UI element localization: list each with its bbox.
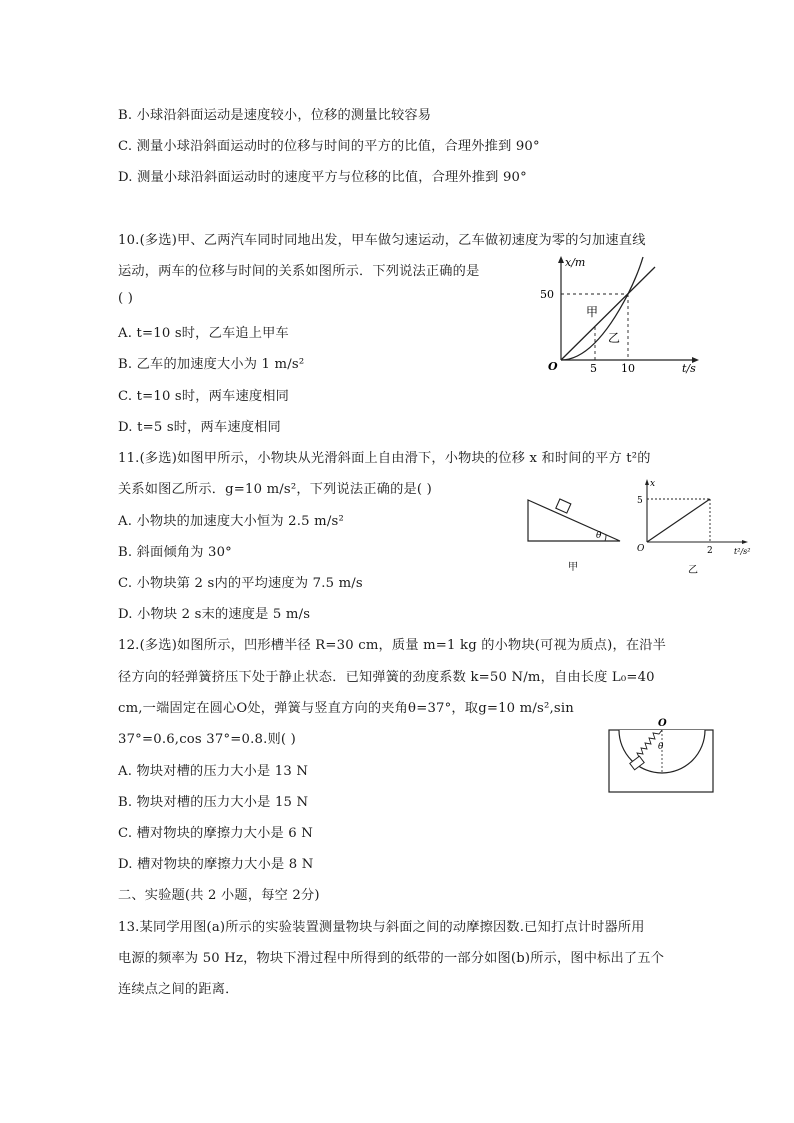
q13-stem-line2: 电源的频率为 50 Hz，物块下滑过程中所得到的纸带的一部分如图(b)所示，图中标出了五个 xyxy=(118,951,665,966)
q12-stem-line4: 37°=0.6,cos 37°=0.8.则( ) xyxy=(118,732,296,747)
yi-curve xyxy=(561,257,643,360)
q12-groove-figure xyxy=(607,715,717,795)
q11-x-t2-graph xyxy=(630,478,755,578)
q11-stem-line2: 关系如图乙所示．g=10 m/s²，下列说法正确的是( ) xyxy=(118,482,432,497)
theta-label: θ xyxy=(596,531,602,541)
caption-yi: 乙 xyxy=(688,565,698,576)
y-axis-label: x/m xyxy=(565,256,586,269)
q10-xt-graph xyxy=(530,252,710,377)
x-tick-2: 2 xyxy=(707,546,713,556)
q12-stem-line2: 径方向的轻弹簧挤压下处于静止状态．已知弹簧的劲度系数 k=50 N/m，自由长度 L₀=40 xyxy=(118,670,655,685)
caption-jia: 甲 xyxy=(568,562,578,573)
y-tick-5: 5 xyxy=(637,496,643,506)
q11-option-d: D. 小物块 2 s末的速度是 5 m/s xyxy=(118,607,311,622)
q10-option-a: A. t=10 s时，乙车追上甲车 xyxy=(118,326,289,341)
y-tick-50: 50 xyxy=(540,288,554,301)
q11-option-c: C. 小物块第 2 s内的平均速度为 7.5 m/s xyxy=(118,576,363,591)
q10-answer-blank: ( ) xyxy=(118,291,134,306)
x-axis-label: t/s xyxy=(682,362,696,375)
q10-option-b: B. 乙车的加速度大小为 1 m/s² xyxy=(118,357,305,372)
q12-stem-line3: cm,一端固定在圆心O处，弹簧与竖直方向的夹角θ=37°，取g=10 m/s²,sin xyxy=(118,701,574,716)
q10-stem-line1: 10.(多选)甲、乙两汽车同时同地出发，甲车做匀速运动，乙车做初速度为零的匀加速直线 xyxy=(118,233,646,248)
theta-label: θ xyxy=(658,742,664,752)
jia-line xyxy=(561,267,655,360)
x-axis-label: t²/s² xyxy=(734,547,751,556)
q11-option-b: B. 斜面倾角为 30° xyxy=(118,545,232,560)
label-yi: 乙 xyxy=(608,331,621,345)
q10-option-c: C. t=10 s时，两车速度相同 xyxy=(118,389,289,404)
q10-option-d: D. t=5 s时，两车速度相同 xyxy=(118,420,281,435)
q12-option-a: A. 物块对槽的压力大小是 13 N xyxy=(118,764,309,779)
q13-stem-line3: 连续点之间的距离． xyxy=(118,982,239,997)
q11-option-a: A. 小物块的加速度大小恒为 2.5 m/s² xyxy=(118,514,344,529)
q9-option-b: B. 小球沿斜面运动是速度较小，位移的测量比较容易 xyxy=(118,108,432,123)
q12-option-c: C. 槽对物块的摩擦力大小是 6 N xyxy=(118,826,313,841)
label-jia: 甲 xyxy=(586,305,599,319)
q11-incline-figure xyxy=(525,488,625,578)
q12-stem-line1: 12.(多选)如图所示，凹形槽半径 R=30 cm，质量 m=1 kg 的小物块(可视为质点)，在沿半 xyxy=(118,638,666,653)
q13-stem-line1: 13.某同学用图(a)所示的实验装置测量物块与斜面之间的动摩擦因数.已知打点计时器所用 xyxy=(118,920,645,935)
origin-label: O xyxy=(637,544,645,554)
q11-stem-line1: 11.(多选)如图甲所示，小物块从光滑斜面上自由滑下，小物块的位移 x 和时间的平方 t²的 xyxy=(118,451,651,466)
x-tick-5: 5 xyxy=(590,362,597,375)
q12-option-d: D. 槽对物块的摩擦力大小是 8 N xyxy=(118,857,314,872)
x-tick-10: 10 xyxy=(621,362,635,375)
center-o-label: O xyxy=(658,718,667,729)
origin-label: O xyxy=(548,360,558,373)
q9-option-c: C. 测量小球沿斜面运动时的位移与时间的平方的比值，合理外推到 90° xyxy=(118,139,540,154)
x-t2-line xyxy=(647,499,710,542)
q9-option-d: D. 测量小球沿斜面运动时的速度平方与位移的比值，合理外推到 90° xyxy=(118,170,527,185)
y-axis-label: x xyxy=(650,479,656,489)
q12-option-b: B. 物块对槽的压力大小是 15 N xyxy=(118,795,309,810)
q10-stem-line2: 运动，两车的位移与时间的关系如图所示．下列说法正确的是 xyxy=(118,264,480,279)
section-2-heading: 二、实验题(共 2 小题，每空 2分) xyxy=(118,888,320,903)
